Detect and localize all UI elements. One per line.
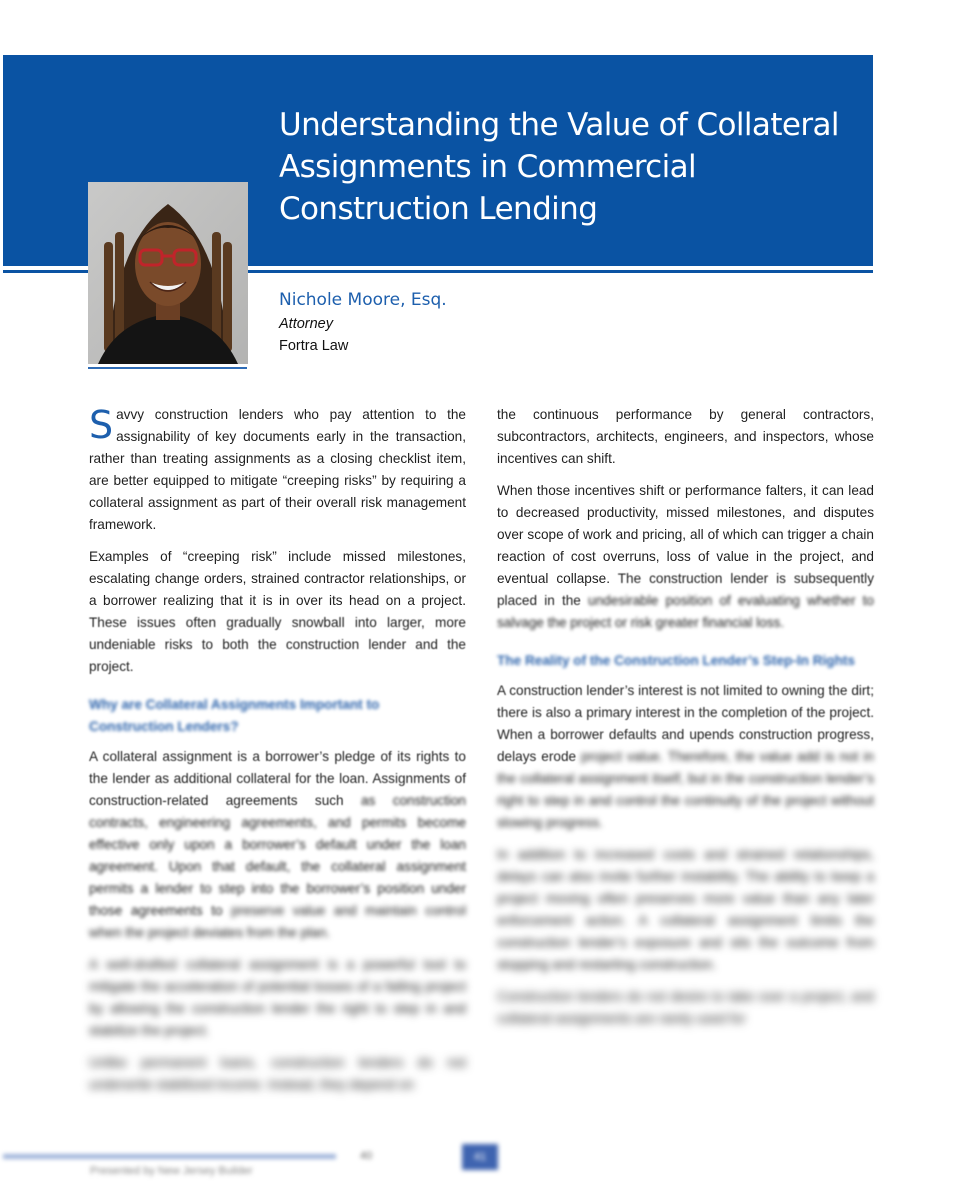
- photo-divider: [88, 367, 247, 369]
- article-title: Understanding the Value of Collateral Assignments in Commercial Construction Lending: [279, 107, 839, 227]
- author-photo: [88, 182, 248, 364]
- paragraph: A well-drafted collateral assignment is a powerful tool to mitigate the acceleration of potential losses of a failing project by allowing the construction lender the right to step in and stabilize the project.: [89, 957, 466, 1038]
- right-column: [497, 404, 874, 1040]
- paragraph: the continuous performance by general contractors, subcontractors, architects, engineers, and inspectors, whose incentives can shift.: [497, 407, 874, 466]
- paragraph: A construction lender’s interest is not limited to owning the dirt; there is also a primary interest in the completion of the project. When a borrower defaults and upends construction progress, delays erode project value. Therefore, the value add is not in the collateral assignment itself, but in the construction lender’s right to step in and control the continuity of the project without slowing progress.: [497, 683, 874, 830]
- paragraph: In addition to increased costs and strained relationships, delays can also invite further instability. The ability to keep a project moving often preserves more value than any later enforcement action. A collateral assignment limits the construction lender’s exposure and sits the outcome from stopping and restarting construction.: [497, 847, 874, 972]
- author-block: [279, 287, 679, 357]
- footer-rule: [3, 1154, 336, 1159]
- section-heading: The Reality of the Construction Lender’s Step-In Rights: [497, 653, 855, 668]
- paragraph: Construction lenders do not desire to take over a project, and collateral assignments are rarely used for: [497, 989, 874, 1026]
- footer-note: Presented by New Jersey Builder: [90, 1165, 253, 1177]
- intro-paragraph: Savvy construction lenders who pay attention to the assignability of key documents early in the transaction, rather than treating assignments as a closing checklist item, are better equipped to mitigate “creeping risks” by requiring a collateral assignment as part of their overall risk management framework.: [89, 403, 466, 532]
- author-name: Nichole Moore, Esq.: [279, 290, 447, 310]
- paragraph: A collateral assignment is a borrower’s pledge of its rights to the lender as additional collateral for the loan. Assignments of construction-related agreements such as construction contracts, engineering agreements, and permits become effective only upon a borrower’s default under the loan agreement. Upon that default, the collateral assignment permits a lender to step into the borrower’s position under those agreements to preserve value and maintain control when the project deviates from the plan.: [89, 749, 466, 940]
- author-role: Attorney: [279, 316, 333, 332]
- paragraph: Examples of “creeping risk” include missed milestones, escalating change orders, strained contractor relationships, or a borrower realizing that it is in over its head on a project. These issues often gradually snowball into larger, more undeniable risks to both the construction lender and the project.: [89, 549, 466, 674]
- footer-page-badge: 41: [462, 1144, 498, 1170]
- footer-page-number: 40: [360, 1150, 373, 1162]
- dropcap: S: [89, 403, 114, 447]
- section-heading: Why are Collateral Assignments Important to Construction Lenders?: [89, 697, 380, 734]
- paragraph: When those incentives shift or performance falters, it can lead to decreased productivity, missed milestones, and disputes over scope of work and pricing, all of which can trigger a chain reaction of cost overruns, loss of value in the project, and eventual collapse. The construction lender is subsequently placed in the undesirable position of evaluating whether to salvage the project or risk greater financial loss.: [497, 483, 875, 630]
- left-column: [89, 404, 466, 1106]
- paragraph: Unlike permanent loans, construction lenders do not underwrite stabilized income. Instead, they depend on: [89, 1055, 466, 1092]
- author-org: Fortra Law: [279, 338, 349, 354]
